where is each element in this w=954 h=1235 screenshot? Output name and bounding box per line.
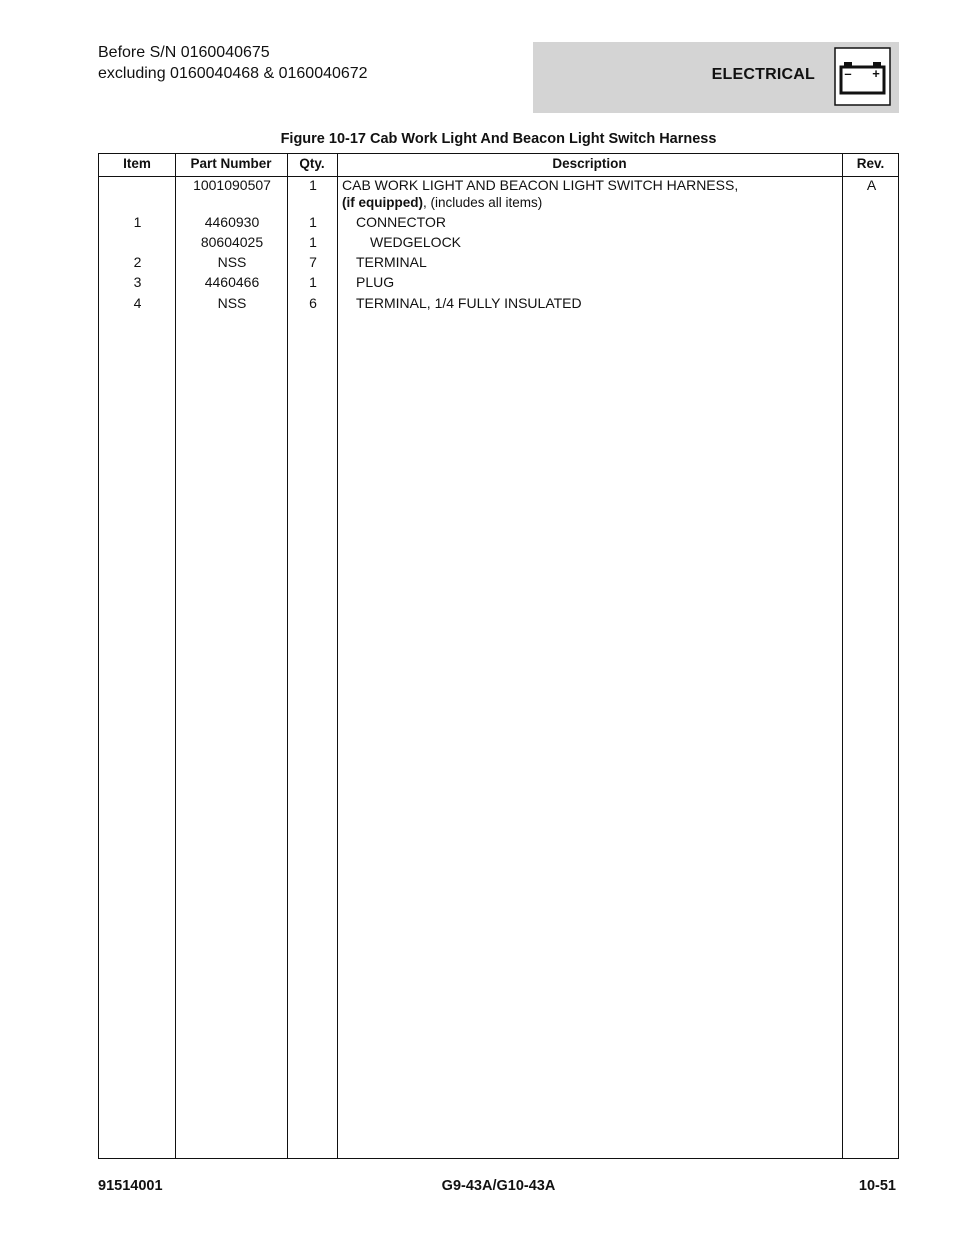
figure-title: Figure 10-17 Cab Work Light And Beacon Light Switch Harness — [280, 131, 717, 147]
battery-plus-sign: + — [872, 66, 880, 81]
includes-note: , (includes all items) — [423, 195, 543, 210]
row-item: 4 — [133, 295, 142, 311]
row-description: TERMINAL — [356, 254, 427, 270]
row-qty: 1 — [309, 177, 317, 193]
row-part-number: 80604025 — [200, 234, 264, 250]
footer-page-number: 10-51 — [858, 1178, 896, 1194]
header-part-number: Part Number — [190, 156, 272, 171]
footer-model: G9-43A/G10-43A — [441, 1178, 556, 1194]
row-part-number: NSS — [217, 254, 247, 270]
header-item: Item — [123, 156, 151, 171]
row-part-number: 1001090507 — [193, 177, 271, 193]
row-qty: 1 — [309, 234, 317, 250]
serial-applicability — [98, 42, 368, 84]
row-description-note — [342, 194, 842, 211]
row-item: 2 — [133, 254, 142, 270]
if-equipped-note: (if equipped) — [342, 195, 423, 210]
row-part-number: 4460930 — [204, 214, 260, 230]
battery-minus-sign: – — [844, 66, 852, 81]
row-item: 1 — [133, 214, 142, 230]
section-title: ELECTRICAL — [711, 66, 815, 83]
serial-line-2: excluding 0160040468 & 0160040672 — [98, 65, 368, 82]
parts-table — [98, 153, 899, 1159]
battery-icon — [834, 47, 891, 106]
footer-document-number: 91514001 — [98, 1178, 163, 1194]
header-description: Description — [552, 156, 627, 171]
row-part-number: NSS — [217, 295, 247, 311]
row-qty: 6 — [309, 295, 317, 311]
row-description: CONNECTOR — [356, 214, 446, 230]
row-description: WEDGELOCK — [370, 234, 462, 250]
serial-line-1: Before S/N 0160040675 — [98, 44, 270, 61]
row-qty: 7 — [309, 254, 317, 270]
row-rev: A — [866, 177, 877, 193]
header-rev: Rev. — [856, 156, 885, 171]
row-description: TERMINAL, 1/4 FULLY INSULATED — [356, 295, 582, 311]
row-qty: 1 — [309, 274, 317, 290]
row-description: PLUG — [356, 274, 395, 290]
section-tab — [533, 42, 899, 113]
row-item: 3 — [133, 274, 142, 290]
row-description: CAB WORK LIGHT AND BEACON LIGHT SWITCH HARNESS, — [342, 177, 739, 193]
row-part-number: 4460466 — [204, 274, 260, 290]
row-qty: 1 — [309, 214, 317, 230]
header-qty: Qty. — [299, 156, 325, 171]
